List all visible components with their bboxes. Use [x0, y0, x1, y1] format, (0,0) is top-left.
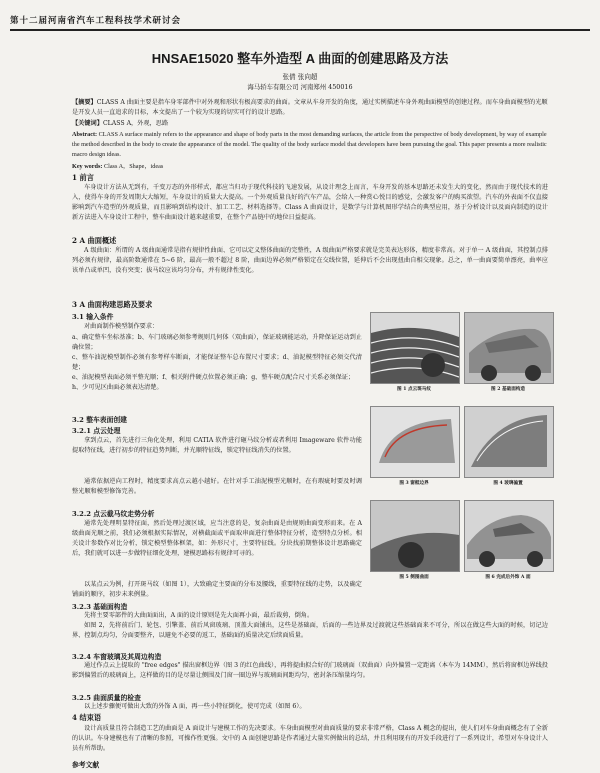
list-item: a、确定整车坐标基准；b、车门玻璃必须参考规则几何体（双曲面），保证玻璃能运动，升降保证运动到止确位置；: [72, 334, 362, 351]
section-3-2-1-text: 拿到点云，首先进行三角化处理，利用 CATIA 软件进行砸马纹分析或者利用 Imageware 软件功能提取特征线，进行初步的特征趋势判断，并光顺特征线，锁定特征线消失的位置。: [72, 437, 362, 454]
section-3-2-5-text: 以上述步骤便可做出大致的外饰 A 面，再一些小特征倒化，使可完成（如图 6）。: [84, 703, 306, 710]
section-3-2-3-text-2: 如图 2，先将前后门、轮包、引擎盖、前后风窗玻璃、顶盖大面铺出，这些是基础面，后面的一些边界及过渡就这些基础面来不可分，所以在做这些大面的时候，切记边界、控制点均匀，分面要整齐，以避免不必要的返工，基础面的质量决定后续面质量。: [72, 622, 548, 639]
section-3-2-1-text-2: 通常依据逆向工程时，精度要求高点云越小越好。在针对手工油泥模型光顺时，在有瑕疵时要及时调整光顺和模型修饰完善。: [72, 478, 362, 495]
section-3-2-3-pre: 以某点云为例，打开斑马纹（如图 1），大致确定主要面的分布及腰线，重要特征线的走势，以及确定铺面的顺序，初步未来例量。: [72, 581, 362, 598]
section-3-2-5-heading: 3.2.5 曲面质量的检查: [72, 694, 141, 702]
section-1-heading: 1 前言: [72, 173, 94, 182]
section-1-text: 车身设计方法从无到有，千变万态的外形样式，都应当归功于现代科技的飞速发展，从设计理念上而言，车身开发的基本思路还未发生大的变化，然而由于现代技术的进入，使得车身的开发周期大大缩短，车身设计的质量大大提高。一个外观质量良好的汽车产品，会给人一种赏心悦目的感觉，会激发客户的购买欲望。汽车的外表面不仅直接影响到汽车造型的外观质量，而且影响到结构设计、加工工艺、材料选择等。Class A 曲面设计，是数学与计算机图形学结合的典型应用，基于分析设计以及面向制造的设计新方法进入车身设计工程中，整车曲面设计越来越重要，在整个产品链中的地位日益提高。: [72, 184, 548, 221]
figure-1-image: [370, 312, 460, 384]
list-item: e、油泥模型表面必须平整光顺；f、相关附件硬点位置必须正确；g、整车硬点配合尺寸关系必须保证；: [72, 374, 355, 381]
abstract-en-label: Abstract:: [72, 131, 98, 138]
keywords-zh-label: 【关键词】: [72, 120, 103, 127]
section-2-text: A 级曲面：所谓的 A 级曲面通常是指有规律性曲面、它可以定义整体曲面的完整性，A 级曲面严格要求就是完美表达形体，精度非常高。对于单一 A 级曲面，其控制点排列必须有规律，最高阶数通常在 5~6 阶，最高一般不超过 8 阶，曲面边界必须严格锁定在交线位置，延伸后不会出现扭曲自相交现象。总之，单一曲面要简单漂亮，曲率应该单凸或单凹，没有突变；拔马纹应该均匀分布，并有规律性变化。: [72, 247, 548, 274]
figure-4-image: [464, 406, 554, 478]
figure-3-caption: 图 3 窗框边界: [399, 481, 429, 486]
references-heading: 参考文献: [72, 761, 100, 769]
list-item: h、少可见区曲面必须表达清楚。: [72, 384, 163, 391]
section-3-1-heading: 3.1 输入条件: [72, 313, 114, 321]
input-conditions-list: [72, 333, 362, 393]
section-3-2-2-text: 通常先处理明显特征面，然后处理过渡区域，应当注意的是，复杂曲面是由规则曲面变形而来。在 A 级曲面光顺之前，我们必须根据实际情况，对横截面或平面取串面进行整体特征分析，造型特点分析。相关设计参数作对比分析，锁定模型整体框架，如：外形尺寸，主要特征线。分块找前期整体设计思路确定后，我们就可以进一步做特征细化处理，建模思路标有规律可寻的。: [72, 520, 362, 557]
figure-2-image: [464, 312, 554, 384]
keywords-zh-text: CLASS A，外观，思路: [102, 120, 169, 127]
abstract-en: [72, 130, 548, 160]
section-2-heading: 2 A 曲面概述: [72, 236, 117, 245]
section-3-heading: 3 A 曲面构建思路及要求: [72, 300, 153, 309]
abstract-en-text: CLASS A surface mainly refers to the appearance and shape of body parts in the most demanding surfaces, the article from the perspective of body development, by way of example the method described in the body to create the appearance of the model. The quality of the body surface model that developers have been pursuing the goal. This paper presents a more realistic macro design ideas.: [72, 131, 547, 158]
authors: 张倩 张向超: [282, 73, 318, 81]
section-3-2-3-heading: 3.2.3 基础面构造: [72, 603, 128, 611]
section-3-2-heading: 3.2 整车表面创建: [72, 416, 127, 424]
abstract-zh-text: CLASS A 曲面主要是指车身零部件中对外观和形状有极高要求的曲面。文章从车身开发的角度，通过实例描述车身外观曲面模型的创建过程。而车身曲面模型的光顺是开发人员一直追求的目标，本文提出了一个较为实现的切实可行的设计思路。: [72, 99, 548, 116]
keywords-en-label: Key words:: [72, 163, 103, 170]
section-3-1-intro: 对曲面制作模型制作要求：: [84, 323, 159, 330]
paper-title: HNSAE15020 整车外造型 A 曲面的创建思路及方法: [151, 51, 449, 66]
figure-5-caption: 图 5 侧围曲面: [399, 575, 429, 580]
section-3-2-3-text: 先将主要零部件的大曲面面出，A 面的设计原则是先大面再小面，最后裁剪，倒角。: [84, 612, 314, 619]
figure-6-caption: 图 6 完成后外饰 A 面: [485, 575, 531, 580]
figure-2-caption: 图 2 基础面构造: [491, 387, 525, 392]
figure-5-image: [370, 500, 460, 572]
figure-3-image: [370, 406, 460, 478]
section-4-text: 设计高质量且符合制造工艺的曲面是 A 面设计与建模工作的先决要求。车身曲面模型对曲面质量的要求非常严格，Class A 概念的提出，使人们对车身曲面概念有了全新的认识。车身建模也有了清晰的参照，可操作性更强。文中的 A 面创建思路是作者通过大量实例做出的总结，并且利用现有的开发手段进行了一系列设计，希望对车身设计人员有所帮助。: [72, 725, 548, 752]
keywords-en-text: Class A，Shape，ideas: [103, 163, 164, 170]
list-item: c、整车油泥模型制作必须有参考样车断面，才能保证整车总布置尺寸要求；d、油泥模型特征必须交代清楚；: [72, 354, 362, 371]
keywords-en: [72, 162, 548, 172]
figure-grid: [370, 312, 552, 612]
section-4-heading: 4 结束语: [72, 713, 102, 722]
figure-4-caption: 图 4 玻璃偏置: [493, 481, 523, 486]
figure-6-image: [464, 500, 554, 572]
section-3-2-2-heading: 3.2.2 点云截马纹走势分析: [72, 510, 155, 518]
keywords-zh: [72, 119, 548, 129]
figure-1-caption: 图 1 点云斑马纹: [397, 387, 431, 392]
section-3-2-1-heading: 3.2.1 点云处理: [72, 427, 121, 435]
conference-header: 第十二届河南省汽车工程科技学术研讨会: [10, 14, 590, 31]
abstract-zh: [72, 98, 548, 118]
section-3-2-4-text: 通过作点云上提取的 "free edges" 描出窗框边界（图 3 的红色曲线），再将提曲拟合好的门玻璃面（双曲面）向外偏置一定距离（本车为 14MM），然后将窗框边界线投影到偏置后的玻璃面上，这样做的目的是尽量让侧围及门窗一圈边界与玻璃面间距均匀，密封条压缩量均匀。: [72, 662, 548, 679]
section-3-2-4-heading: 3.2.4 车窗玻璃及其周边构造: [72, 653, 162, 661]
affiliation: 海马轿车有限公司 河南郑州 450016: [247, 83, 353, 91]
abstract-zh-label: 【摘要】: [72, 99, 97, 106]
